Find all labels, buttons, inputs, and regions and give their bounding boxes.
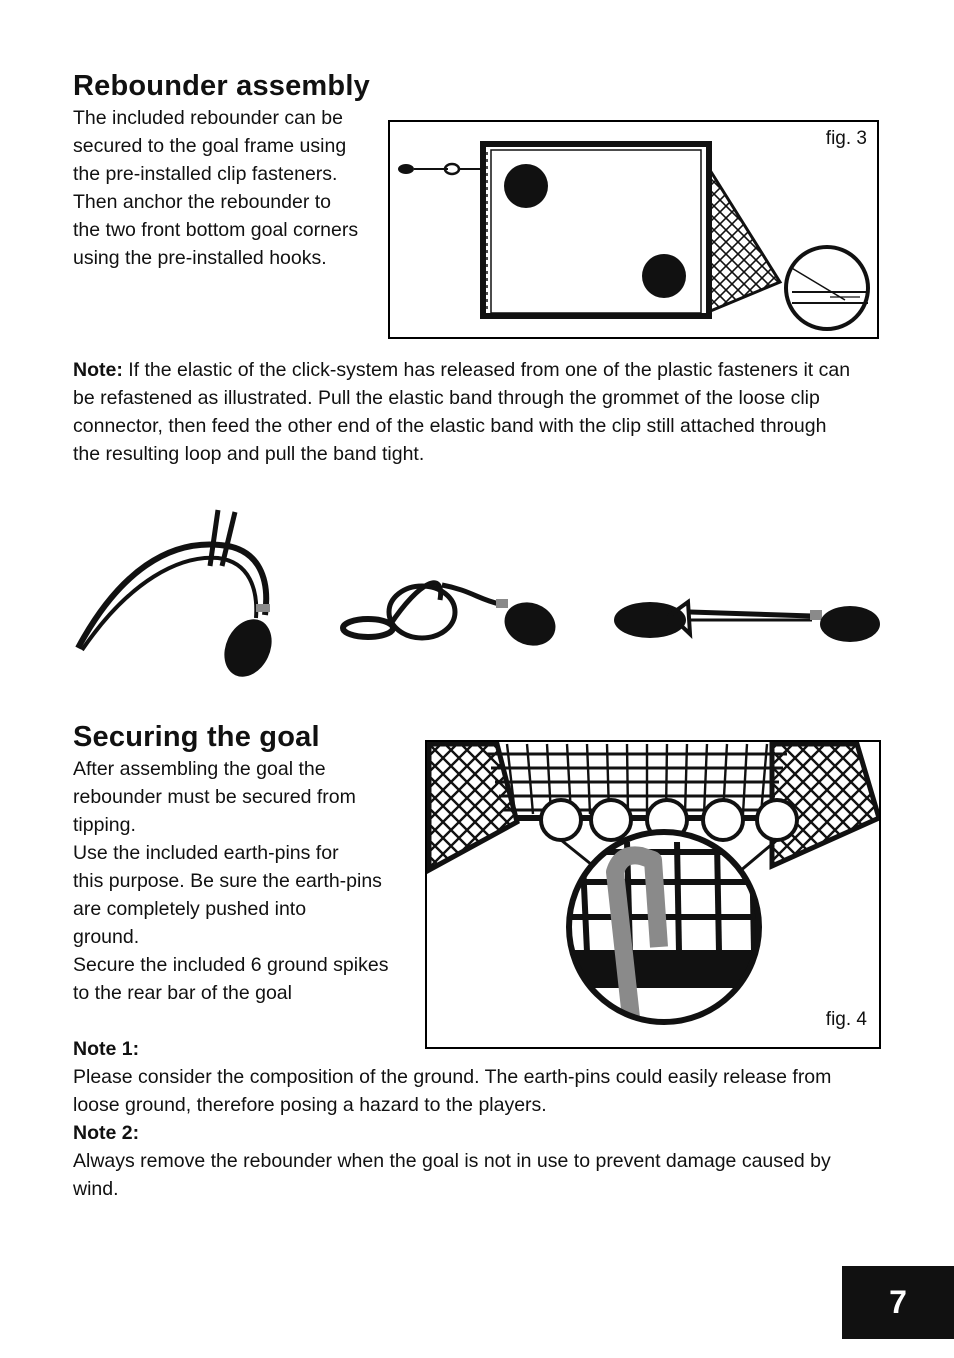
elastic-step-3-icon bbox=[614, 602, 880, 642]
text-line: secured to the goal frame using bbox=[73, 135, 347, 157]
text-line: to the rear bar of the goal bbox=[73, 982, 292, 1004]
text-line: the pre-installed clip fasteners. bbox=[73, 163, 338, 185]
text-line: Then anchor the rebounder to bbox=[73, 191, 332, 213]
text-line: tipping. bbox=[73, 814, 136, 836]
rebounder-target-hole-icon bbox=[642, 254, 686, 298]
text-line: be refastened as illustrated. Pull the elastic band through the grommet of the loose clip bbox=[73, 387, 820, 409]
text-line: are completely pushed into bbox=[73, 898, 307, 920]
elastic-step-2-icon bbox=[343, 583, 562, 653]
text-line: Please consider the composition of the ground. The earth-pins could easily release from bbox=[73, 1066, 832, 1088]
goal-with-rebounder-illustration bbox=[390, 122, 877, 337]
text-line: the two front bottom goal corners bbox=[73, 219, 359, 241]
clip-fastener-icon bbox=[398, 164, 414, 174]
refastening-note bbox=[73, 356, 850, 468]
page-number: 7 bbox=[842, 1266, 954, 1339]
text-line: loose ground, therefore posing a hazard to the players. bbox=[73, 1094, 547, 1116]
hook-detail-magnifier-icon bbox=[786, 247, 868, 329]
note-text: If the elastic of the click-system has released from one of the plastic fasteners it can bbox=[122, 359, 851, 381]
fig-4-label: fig. 4 bbox=[825, 1009, 867, 1030]
text-line: Secure the included 6 ground spikes bbox=[73, 954, 389, 976]
heading-rebounder-assembly: Rebounder assembly bbox=[73, 70, 370, 102]
text-line: this purpose. Be sure the earth-pins bbox=[73, 870, 382, 892]
figure-3-rebounder-on-goal bbox=[388, 120, 879, 339]
text-line: rebounder must be secured from bbox=[73, 786, 356, 808]
text-line: ground. bbox=[73, 926, 140, 948]
text-line: the resulting loop and pull the band tight. bbox=[73, 443, 425, 465]
elastic-step-1-icon bbox=[78, 510, 281, 684]
text-line bbox=[73, 356, 850, 384]
securing-goal-text bbox=[73, 755, 388, 1007]
goal-rear-bar-with-spikes-illustration bbox=[427, 742, 879, 1047]
text-line: Use the included earth-pins for bbox=[73, 842, 339, 864]
heading-securing-the-goal: Securing the goal bbox=[73, 721, 320, 753]
text-line: After assembling the goal the bbox=[73, 758, 326, 780]
text-line: Always remove the rebounder when the goal is not in use to prevent damage caused by bbox=[73, 1150, 831, 1172]
fig-3-label: fig. 3 bbox=[825, 128, 867, 149]
text-line: using the pre-installed hooks. bbox=[73, 247, 327, 269]
text-line: wind. bbox=[73, 1178, 119, 1200]
note-label: Note: bbox=[73, 359, 123, 381]
ground-notes bbox=[73, 1035, 831, 1203]
text-line: connector, then feed the other end of the elastic band with the clip still attached through bbox=[73, 415, 827, 437]
text-line: The included rebounder can be bbox=[73, 107, 343, 129]
rebounder-target-hole-icon bbox=[504, 164, 548, 208]
note-2-label: Note 2: bbox=[73, 1122, 140, 1144]
rebounder-assembly-text bbox=[73, 104, 358, 272]
elastic-refastening-steps-illustration bbox=[60, 500, 900, 690]
figure-4-ground-spikes bbox=[425, 740, 881, 1049]
note-1-label: Note 1: bbox=[73, 1038, 140, 1060]
